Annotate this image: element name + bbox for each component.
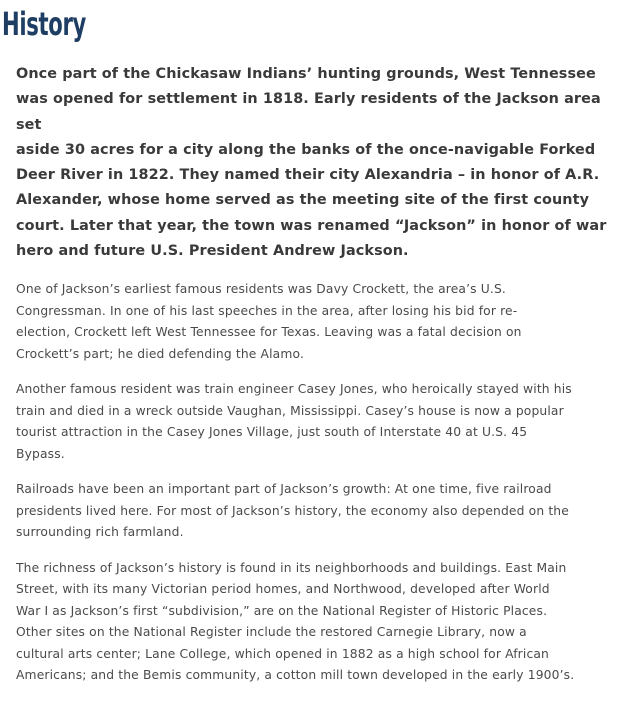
- article-body: [16, 62, 616, 701]
- paragraph-historic-places: The richness of Jackson’s history is found in its neighborhoods and buildings. East Main Street, with its many Victorian period homes, and Northwood, developed after World War I as Jackson’s first “subdivision,” are on the National Register of Historic Places. Other sites on the National Register include the restored Carnegie Library, now a cultural arts center; Lane College, which opened in 1882 as a high school for African Americans; and the Bemis community, a cotton mill town developed in the early 1900’s.: [16, 560, 575, 683]
- page-title: History: [2, 5, 86, 43]
- paragraph-davy-crockett: One of Jackson’s earliest famous residents was Davy Crockett, the area’s U.S. Congressman. In one of his last speeches in the area, after losing his bid for re- election, Crockett left West Tennessee for Texas. Leaving was a fatal decision on Crockett’s part; he died defending the Alamo.: [16, 282, 522, 361]
- lead-paragraph: Once part of the Chickasaw Indians’ hunting grounds, West Tennessee was opened for settlement in 1818. Early residents of the Jackson area set aside 30 acres for a city along the banks of the once-navigable Forked Deer River in 1822. They named their city Alexandria – in honor of A.R. Alexander, whose home served as the meeting site of the first county court. Later that year, the town was renamed “Jackson” in honor of war hero and future U.S. President Andrew Jackson.: [16, 66, 607, 260]
- paragraph-railroads: Railroads have been an important part of Jackson’s growth: At one time, five railroad presidents lived here. For most of Jackson’s history, the economy also depended on the surrounding rich farmland.: [16, 482, 569, 540]
- paragraph-casey-jones: Another famous resident was train engineer Casey Jones, who heroically stayed with his train and died in a wreck outside Vaughan, Mississippi. Casey’s house is now a popular tourist attraction in the Casey Jones Village, just south of Interstate 40 at U.S. 45 Bypass.: [16, 382, 572, 461]
